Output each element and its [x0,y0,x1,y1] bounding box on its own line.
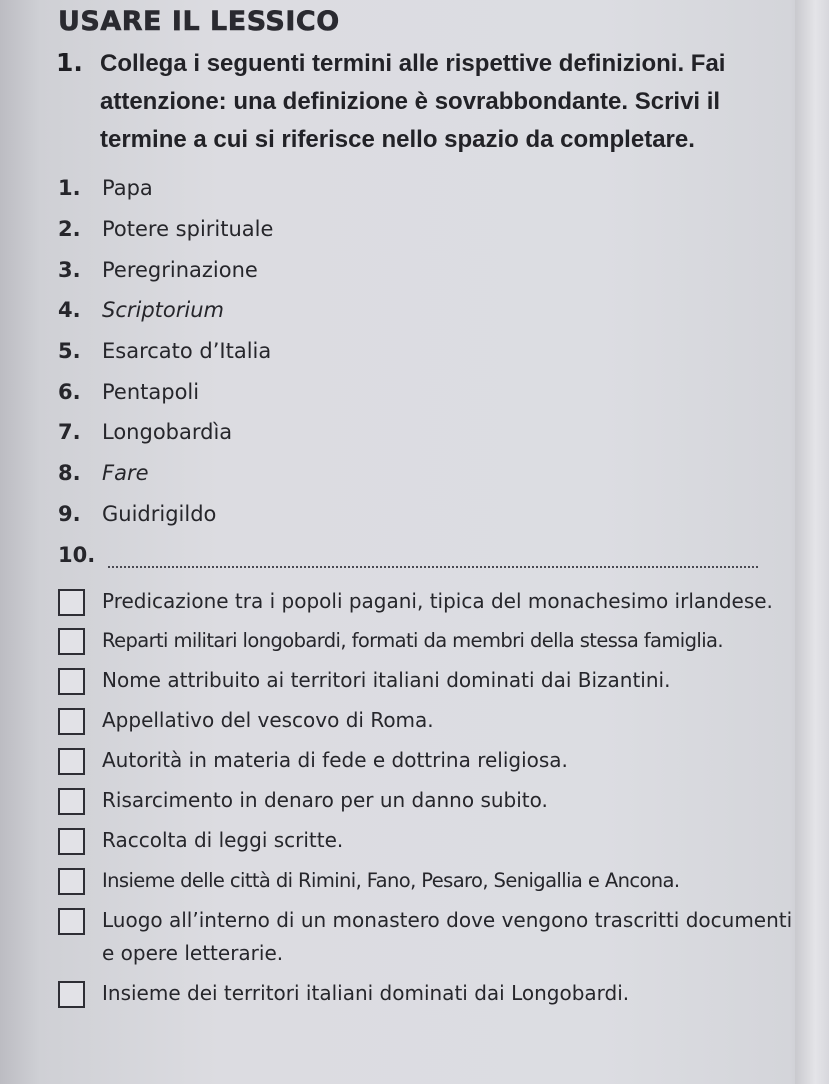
term-item-blank [58,534,758,575]
definition-text: Reparti militari longobardi, formati da membri della stessa famiglia. [102,629,723,652]
terms-list [58,168,758,575]
answer-checkbox[interactable] [58,628,85,655]
definition-item [58,585,798,618]
definition-item [58,784,798,817]
term-number: 9. [58,501,81,526]
definition-text: Predicazione tra i popoli pagani, tipica del monachesimo irlandese. [102,589,773,613]
definition-item [58,904,798,970]
answer-checkbox[interactable] [58,981,85,1008]
term-number: 1. [58,176,81,201]
definition-text: Nome attribuito ai territori italiani dominati dai Bizantini. [102,668,671,692]
definition-text: Appellativo del vescovo di Roma. [102,708,434,732]
term-text: Potere spirituale [102,217,274,242]
definition-text: Raccolta di leggi scritte. [102,828,344,852]
term-item [58,209,758,250]
definitions-list [58,585,798,1010]
exercise-number: 1. [56,48,83,77]
term-text: Papa [102,176,153,201]
term-item [58,290,758,331]
term-text: Guidrigildo [102,501,217,526]
term-item [58,168,758,209]
definition-text: Autorità in materia di fede e dottrina religiosa. [102,748,568,772]
term-text: Peregrinazione [102,257,258,282]
definition-item [58,624,798,657]
definition-text: Insieme dei territori italiani dominati dai Longobardi. [102,981,630,1005]
term-text: Scriptorium [102,298,224,323]
answer-checkbox[interactable] [58,868,85,895]
answer-checkbox[interactable] [58,788,85,815]
definition-item [58,704,798,737]
term-number: 2. [58,217,81,242]
exercise-keyword: Collega [100,50,187,77]
definition-text: Luogo all’interno di un monastero dove vengono trascritti documenti e opere letterarie. [102,908,793,965]
fill-in-blank-line[interactable] [108,546,758,568]
answer-checkbox[interactable] [58,708,85,735]
term-item [58,371,758,412]
exercise-instruction [100,45,776,159]
term-item [58,494,758,535]
term-item [58,412,758,453]
term-item [58,331,758,372]
term-item [58,249,758,290]
answer-checkbox[interactable] [58,668,85,695]
definition-text: Insieme delle città di Rimini, Fano, Pesaro, Senigallia e Ancona. [102,869,680,892]
term-text: Esarcato d’Italia [102,339,272,364]
term-number: 7. [58,420,81,445]
exercise-instruction-block [56,45,776,159]
term-item [58,453,758,494]
term-number: 10. [58,542,96,567]
definition-item [58,864,798,897]
exercise-instruction-text: i seguenti termini alle rispettive definizioni. Fai attenzione: una definizione è sovrabbondante. Scrivi il termine a cui si riferisce nello spazio da completare. [100,50,726,153]
answer-checkbox[interactable] [58,748,85,775]
term-number: 6. [58,379,81,404]
term-text: Longobardìa [102,420,233,445]
term-number: 3. [58,257,81,282]
definition-text: Risarcimento in denaro per un danno subito. [102,788,548,812]
definition-item [58,977,798,1010]
term-number: 8. [58,461,81,486]
term-text: Fare [102,461,149,486]
definition-item [58,744,798,777]
answer-checkbox[interactable] [58,828,85,855]
page-edge [795,0,829,1084]
answer-checkbox[interactable] [58,908,85,935]
term-text: Pentapoli [102,379,200,404]
definition-item [58,664,798,697]
definition-item [58,824,798,857]
term-number: 5. [58,339,81,364]
answer-checkbox[interactable] [58,589,85,616]
term-number: 4. [58,298,81,323]
section-title: USARE IL LESSICO [58,6,340,37]
